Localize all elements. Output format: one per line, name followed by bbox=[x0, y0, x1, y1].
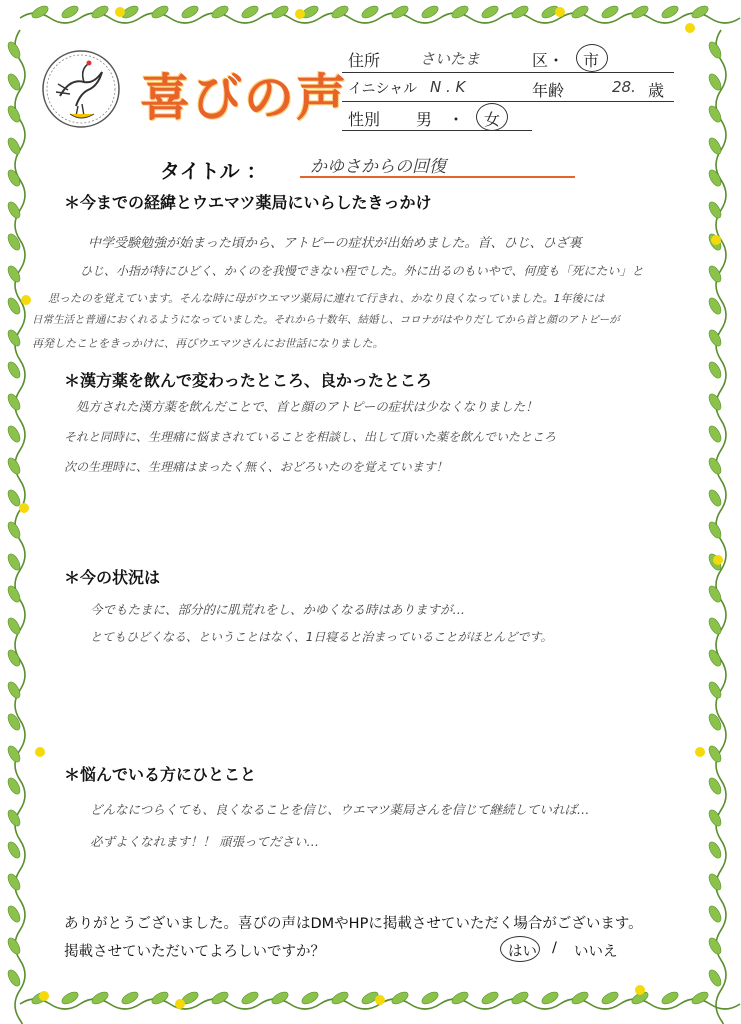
leaf-icon bbox=[330, 990, 350, 1007]
leaf-icon bbox=[6, 168, 23, 188]
leaf-icon bbox=[450, 990, 470, 1007]
answer-line: 必ずよくなれます！！ 頑張ってださい… bbox=[90, 834, 319, 849]
leaf-icon bbox=[707, 392, 724, 412]
flower-icon bbox=[695, 747, 705, 757]
leaf-icon bbox=[6, 968, 23, 988]
leaf-icon bbox=[60, 990, 80, 1007]
leaf-icon bbox=[707, 840, 724, 860]
leaf-icon bbox=[707, 264, 724, 284]
flower-icon bbox=[21, 295, 31, 305]
initial-value: N . K bbox=[430, 78, 466, 96]
leaf-icon bbox=[510, 990, 530, 1007]
title-value: かゆさからの回復 bbox=[310, 157, 446, 177]
gender-separator: ・ bbox=[448, 110, 465, 129]
answer-line: ひじ、小指が特にひどく、かくのを我慢できない程でした。外に出るのもいやで、何度も「死にたい」と bbox=[80, 264, 644, 278]
flower-icon bbox=[555, 7, 565, 17]
leaf-icon bbox=[570, 4, 590, 21]
leaf-icon bbox=[390, 4, 410, 21]
leaf-icon bbox=[6, 520, 23, 540]
leaf-icon bbox=[6, 360, 23, 380]
leaf-icon bbox=[300, 990, 320, 1007]
address-label: 住所 bbox=[348, 51, 381, 70]
leaf-icon bbox=[270, 990, 290, 1007]
title-label: タイトル ： bbox=[160, 159, 267, 183]
leaf-icon bbox=[6, 904, 23, 924]
flower-icon bbox=[713, 555, 723, 565]
answer-line: 次の生理時に、生理痛はまったく無く、おどろいたのを覚えています！ bbox=[64, 460, 448, 474]
leaf-icon bbox=[707, 40, 724, 60]
leaf-icon bbox=[480, 4, 500, 21]
leaf-icon bbox=[707, 520, 724, 540]
answer-line: それと同時に、生理痛に悩まされていることを相談し、出して頂いた薬を飲んでいたところ bbox=[64, 430, 557, 444]
flower-icon bbox=[295, 9, 305, 19]
address-underline bbox=[342, 72, 674, 73]
leaf-icon bbox=[707, 136, 724, 156]
footer-yes-option: はい bbox=[508, 944, 537, 960]
flower-icon bbox=[115, 7, 125, 17]
leaf-icon bbox=[60, 4, 80, 21]
leaf-icon bbox=[600, 990, 620, 1007]
leaf-icon bbox=[707, 616, 724, 636]
yes-circle-mark bbox=[500, 936, 540, 962]
crane-logo-icon bbox=[40, 48, 122, 130]
leaf-icon bbox=[660, 4, 680, 21]
leaf-icon bbox=[6, 488, 23, 508]
initial-underline bbox=[342, 101, 674, 102]
gender-label: 性別 bbox=[348, 110, 381, 129]
answer-line: 処方された漢方薬を飲んだことで、首と顔のアトピーの症状は少なくなりました！ bbox=[76, 399, 538, 414]
leaf-icon bbox=[630, 4, 650, 21]
title-underline bbox=[300, 176, 575, 178]
footer-thanks: ありがとうございました。喜びの声はDMやHPに掲載させていただく場合がございます。 bbox=[64, 916, 643, 932]
leaf-icon bbox=[707, 936, 724, 956]
gender-underline bbox=[342, 130, 532, 131]
footer-question: 掲載させていただいてよろしいですか？ bbox=[64, 944, 325, 960]
question-history: ＊今までの経緯とウエマツ薬局にいらしたきっかけ bbox=[64, 193, 432, 212]
leaf-icon bbox=[6, 40, 23, 60]
answer-line: どんなにつらくても、良くなることを信じ、ウエマツ薬局さんを信じて継続していれば… bbox=[90, 802, 590, 817]
flower-icon bbox=[685, 23, 695, 33]
leaf-icon bbox=[707, 648, 724, 668]
leaf-icon bbox=[360, 4, 380, 21]
leaf-icon bbox=[90, 990, 110, 1007]
answer-line: 日常生活と普通におくれるようになっていました。それから十数年、結婚し、コロナがはやりだしてから首と顔のアトピーが bbox=[32, 314, 620, 326]
leaf-icon bbox=[707, 872, 724, 892]
leaf-icon bbox=[480, 990, 500, 1007]
leaf-icon bbox=[420, 4, 440, 21]
flower-icon bbox=[19, 503, 29, 513]
leaf-icon bbox=[707, 488, 724, 508]
leaf-icon bbox=[707, 424, 724, 444]
age-unit: 歳 bbox=[648, 81, 665, 100]
question-advice: ＊悩んでいる方にひとこと bbox=[64, 765, 257, 784]
leaf-icon bbox=[690, 4, 710, 21]
leaf-icon bbox=[707, 360, 724, 380]
leaf-icon bbox=[240, 4, 260, 21]
ward-label: 区・ bbox=[532, 51, 565, 70]
leaf-icon bbox=[450, 4, 470, 21]
leaf-icon bbox=[570, 990, 590, 1007]
leaf-icon bbox=[707, 744, 724, 764]
age-value: 28. bbox=[612, 78, 636, 96]
leaf-icon bbox=[540, 990, 560, 1007]
age-label: 年齢 bbox=[532, 81, 565, 100]
leaf-icon bbox=[690, 990, 710, 1007]
leaf-icon bbox=[6, 456, 23, 476]
flower-icon bbox=[635, 985, 645, 995]
flower-icon bbox=[375, 995, 385, 1005]
city-circle-mark bbox=[576, 44, 608, 72]
leaf-icon bbox=[390, 990, 410, 1007]
question-current-status: ＊今の状況は bbox=[64, 568, 161, 587]
leaf-icon bbox=[6, 424, 23, 444]
leaf-icon bbox=[6, 840, 23, 860]
flower-icon bbox=[175, 999, 185, 1009]
leaf-icon bbox=[6, 936, 23, 956]
leaf-icon bbox=[120, 990, 140, 1007]
flower-icon bbox=[39, 991, 49, 1001]
leaf-icon bbox=[707, 904, 724, 924]
leaf-icon bbox=[30, 4, 50, 21]
question-changes: ＊漢方薬を飲んで変わったところ、良かったところ bbox=[64, 371, 432, 390]
answer-line: とてもひどくなる、ということはなく、1日寝ると治まっていることがほとんどです。 bbox=[90, 630, 553, 644]
leaf-icon bbox=[240, 990, 260, 1007]
leaf-icon bbox=[420, 990, 440, 1007]
leaf-icon bbox=[6, 392, 23, 412]
leaf-icon bbox=[6, 712, 23, 732]
leaf-icon bbox=[210, 4, 230, 21]
gender-male: 男 bbox=[416, 110, 433, 129]
leaf-icon bbox=[6, 744, 23, 764]
leaf-icon bbox=[510, 4, 530, 21]
leaf-icon bbox=[6, 616, 23, 636]
leaf-icon bbox=[707, 712, 724, 732]
initial-label: イニシャル bbox=[348, 81, 418, 97]
address-value: さいたま bbox=[420, 50, 481, 68]
flower-icon bbox=[711, 235, 721, 245]
leaf-icon bbox=[150, 4, 170, 21]
leaf-icon bbox=[6, 136, 23, 156]
answer-line: 今でもたまに、部分的に肌荒れをし、かゆくなる時はありますが… bbox=[90, 602, 466, 617]
leaf-icon bbox=[90, 4, 110, 21]
leaf-icon bbox=[707, 168, 724, 188]
leaf-icon bbox=[150, 990, 170, 1007]
answer-line: 中学受験勉強が始まった頃から、アトピーの症状が出始めました。首、ひじ、ひざ裏 bbox=[88, 236, 582, 251]
leaf-icon bbox=[6, 264, 23, 284]
flower-icon bbox=[35, 747, 45, 757]
answer-line: 思ったのを覚えています。そんな時に母がウエマツ薬局に連れて行きれ、かなり良くなっていました。1年後には bbox=[48, 292, 605, 305]
leaf-icon bbox=[707, 456, 724, 476]
leaf-icon bbox=[600, 4, 620, 21]
leaf-icon bbox=[6, 232, 23, 252]
page-title: 喜びの声 bbox=[140, 69, 348, 127]
leaf-icon bbox=[270, 4, 290, 21]
footer-slash: / bbox=[552, 940, 557, 956]
answer-line: 再発したことをきっかけに、再びウエマツさんにお世話になりました。 bbox=[32, 337, 384, 350]
gender-circle-mark bbox=[476, 103, 508, 131]
city-label: 市 bbox=[583, 51, 600, 70]
gender-female: 女 bbox=[484, 110, 501, 129]
leaf-icon bbox=[660, 990, 680, 1007]
leaf-icon bbox=[6, 872, 23, 892]
footer-no-option: いいえ bbox=[574, 944, 618, 960]
leaf-icon bbox=[180, 4, 200, 21]
leaf-icon bbox=[6, 648, 23, 668]
leaf-icon bbox=[330, 4, 350, 21]
leaf-icon bbox=[210, 990, 230, 1007]
leaf-icon bbox=[707, 968, 724, 988]
